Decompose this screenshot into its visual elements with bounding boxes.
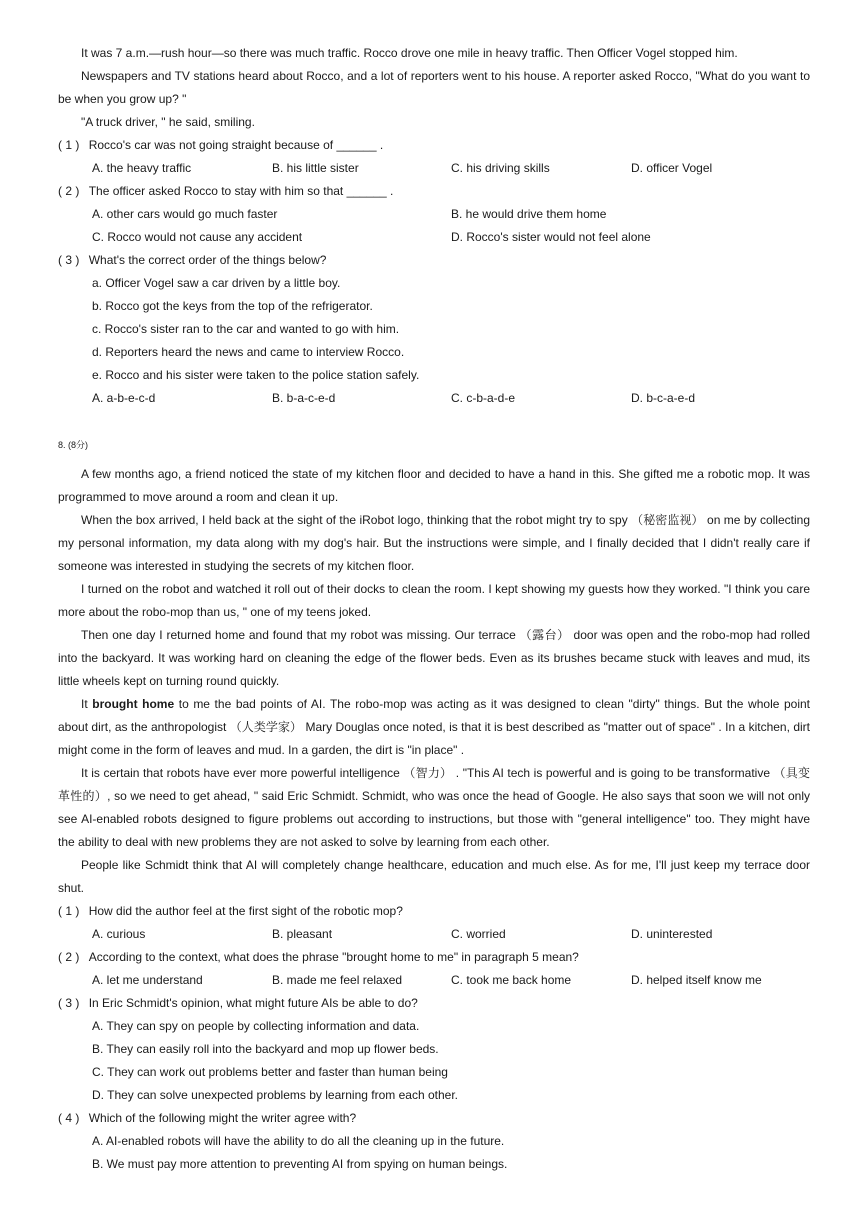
option-b2-a[interactable]: A. let me understand bbox=[92, 973, 203, 987]
option-b2-d[interactable]: D. helped itself know me bbox=[631, 973, 762, 987]
question-number: ( 2 ) bbox=[58, 184, 80, 198]
question-stem: According to the context, what does the phrase "brought home to me" in paragraph 5 mean? bbox=[88, 950, 579, 964]
option-a3-d[interactable]: D. b-c-a-e-d bbox=[631, 391, 696, 405]
option-b3-c[interactable]: C. They can work out problems better and faster than human being bbox=[92, 1065, 448, 1079]
option-a3-a[interactable]: A. a-b-e-c-d bbox=[92, 391, 156, 405]
order-item-d: d. Reporters heard the news and came to interview Rocco. bbox=[92, 345, 405, 359]
order-item-e: e. Rocco and his sister were taken to the police station safely. bbox=[92, 368, 420, 382]
question-number: ( 4 ) bbox=[58, 1111, 80, 1125]
question-number: ( 3 ) bbox=[58, 253, 80, 267]
section-heading: 8. (8分) bbox=[58, 440, 89, 450]
question-stem: The officer asked Rocco to stay with him so that ______ . bbox=[88, 184, 394, 198]
passage-b-paragraph-5: It brought home to me the bad points of AI. The robo-mop was acting as it was designed to clean "dirty" things. But the whole point about dirt, as the anthropologist （人类学家） Mary Douglas once noted, is that it is best described as "matter out of space" . In a kitchen, dirt might come in the form of leaves and mud. In a garden, the dirt is "in place" . bbox=[58, 697, 811, 757]
option-a1-b[interactable]: B. his little sister bbox=[272, 161, 359, 175]
passage-b-paragraph-7: People like Schmidt think that AI will completely change healthcare, education and much else. As for me, I'll just keep my terrace door shut. bbox=[58, 858, 810, 895]
question-stem: Which of the following might the writer agree with? bbox=[88, 1111, 357, 1125]
option-b4-b[interactable]: B. We must pay more attention to preventing AI from spying on human beings. bbox=[92, 1157, 508, 1171]
option-b1-c[interactable]: C. worried bbox=[451, 927, 506, 941]
option-a1-a[interactable]: A. the heavy traffic bbox=[92, 161, 192, 175]
option-a2-b[interactable]: B. he would drive them home bbox=[451, 207, 607, 221]
option-b1-a[interactable]: A. curious bbox=[92, 927, 146, 941]
option-b4-a[interactable]: A. AI-enabled robots will have the ability to do all the cleaning up in the future. bbox=[92, 1134, 505, 1148]
passage-a-paragraph-1: It was 7 a.m.—rush hour—so there was much traffic. Rocco drove one mile in heavy traffic. Then Officer Vogel stopped him. bbox=[81, 46, 738, 60]
question-stem: How did the author feel at the first sight of the robotic mop? bbox=[88, 904, 403, 918]
passage-b-paragraph-3: I turned on the robot and watched it roll out of their docks to clean the room. I kept showing my guests how they worked. "I think you care more about the robo-mop than us, " one of my teens joked. bbox=[58, 582, 810, 619]
option-b2-c[interactable]: C. took me back home bbox=[451, 973, 572, 987]
question-b1 bbox=[58, 900, 403, 923]
question-stem: What's the correct order of the things below? bbox=[88, 253, 327, 267]
question-a2 bbox=[58, 180, 393, 203]
option-b1-b[interactable]: B. pleasant bbox=[272, 927, 333, 941]
option-a2-c[interactable]: C. Rocco would not cause any accident bbox=[92, 230, 303, 244]
question-number: ( 2 ) bbox=[58, 950, 80, 964]
option-a2-d[interactable]: D. Rocco's sister would not feel alone bbox=[451, 230, 651, 244]
passage-a-paragraph-3: "A truck driver, " he said, smiling. bbox=[81, 115, 255, 129]
option-b3-d[interactable]: D. They can solve unexpected problems by learning from each other. bbox=[92, 1088, 458, 1102]
passage-b-paragraph-2: When the box arrived, I held back at the sight of the iRobot logo, thinking that the robot might try to spy （秘密监视） on me by collecting my personal information, my data along with my dog's hair. But the instructions were simple, and I finally decided that I didn't really care if someone was interested in studying the secrets of my kitchen floor. bbox=[58, 513, 810, 573]
question-a3 bbox=[58, 249, 326, 272]
question-b4 bbox=[58, 1107, 356, 1130]
option-b3-b[interactable]: B. They can easily roll into the backyard and mop up flower beds. bbox=[92, 1042, 439, 1056]
question-number: ( 1 ) bbox=[58, 138, 80, 152]
question-stem: In Eric Schmidt's opinion, what might future AIs be able to do? bbox=[88, 996, 418, 1010]
order-item-a: a. Officer Vogel saw a car driven by a little boy. bbox=[92, 276, 341, 290]
passage-b-paragraph-6: It is certain that robots have ever more powerful intelligence （智力） . "This AI tech is powerful and is going to be transformative （具变革性的）, so we need to get ahead, " said Eric Schmidt. Schmidt, who was once the head of Google. He also says that soon we will not only see AI-enabled robots designed to figure problems out according to instructions, but those with "general intelligence" too. They might have the ability to deal with new problems they are not asked to solve by learning from each other. bbox=[58, 766, 810, 849]
order-item-b: b. Rocco got the keys from the top of the refrigerator. bbox=[92, 299, 373, 313]
passage-a-paragraph-2: Newspapers and TV stations heard about Rocco, and a lot of reporters went to his house. A reporter asked Rocco, "What do you want to be when you grow up? " bbox=[58, 69, 810, 106]
option-b2-b[interactable]: B. made me feel relaxed bbox=[272, 973, 403, 987]
question-b3 bbox=[58, 992, 418, 1015]
option-b3-a[interactable]: A. They can spy on people by collecting information and data. bbox=[92, 1019, 420, 1033]
highlighted-phrase: brought home bbox=[92, 697, 175, 711]
option-a3-b[interactable]: B. b-a-c-e-d bbox=[272, 391, 336, 405]
passage-b-paragraph-4: Then one day I returned home and found that my robot was missing. Our terrace （露台） door was open and the robo-mop had rolled into the backyard. It was working hard on cleaning the edge of the flower beds. Even as its brushes became stuck with leaves and mud, its little wheels kept on turning round quickly. bbox=[58, 628, 810, 688]
question-stem: Rocco's car was not going straight because of ______ . bbox=[88, 138, 384, 152]
passage-b-paragraph-1: A few months ago, a friend noticed the state of my kitchen floor and decided to have a hand in this. She gifted me a robotic mop. It was programmed to move around a room and clean it up. bbox=[58, 467, 810, 504]
option-a2-a[interactable]: A. other cars would go much faster bbox=[92, 207, 278, 221]
question-number: ( 1 ) bbox=[58, 904, 80, 918]
question-a1 bbox=[58, 134, 383, 157]
option-a3-c[interactable]: C. c-b-a-d-e bbox=[451, 391, 516, 405]
option-a1-c[interactable]: C. his driving skills bbox=[451, 161, 550, 175]
question-number: ( 3 ) bbox=[58, 996, 80, 1010]
option-a1-d[interactable]: D. officer Vogel bbox=[631, 161, 713, 175]
option-b1-d[interactable]: D. uninterested bbox=[631, 927, 713, 941]
question-b2 bbox=[58, 946, 579, 969]
order-item-c: c. Rocco's sister ran to the car and wanted to go with him. bbox=[92, 322, 400, 336]
